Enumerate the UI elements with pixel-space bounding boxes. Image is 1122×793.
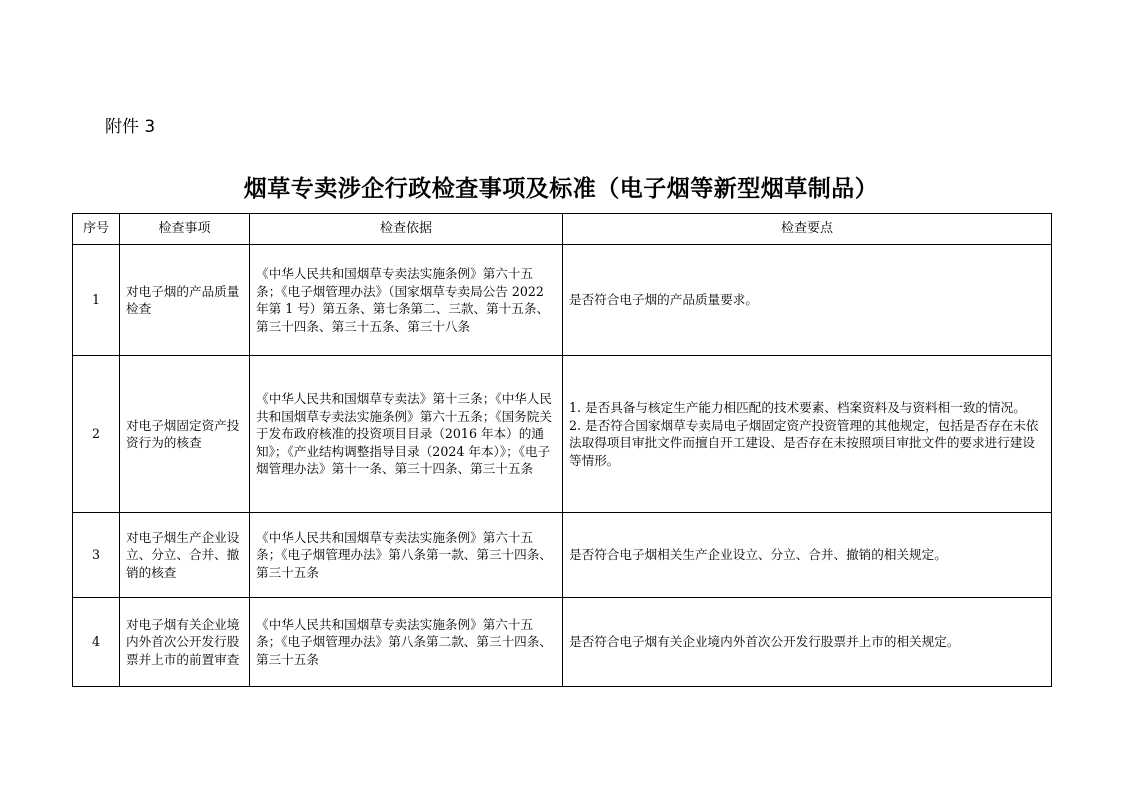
attachment-label: 附件 3 <box>105 117 156 137</box>
table-row <box>73 598 1052 687</box>
inspection-basis: 《中华人民共和国烟草专卖法实施条例》第六十五条；《电子烟管理办法》第八条第一款、第三十四条、第三十五条 <box>250 513 563 598</box>
inspection-point: 是否符合电子烟的产品质量要求。 <box>569 292 758 308</box>
document-title: 烟草专卖涉企行政检查事项及标准（电子烟等新型烟草制品） <box>243 176 879 202</box>
inspection-item: 对电子烟生产企业设立、分立、合并、撤销的核查 <box>120 513 250 598</box>
row-number: 1 <box>73 245 120 356</box>
row-number: 3 <box>73 513 120 598</box>
inspection-point: 2. 是否符合国家烟草专卖局电子烟固定资产投资管理的其他规定，包括是否存在未依法取得项目审批文件而擅自开工建设、是否存在未按照项目审批文件的要求进行建设等情形。 <box>569 417 1039 468</box>
inspection-item: 对电子烟有关企业境内外首次公开发行股票并上市的前置审查 <box>120 598 250 687</box>
inspection-item: 对电子烟的产品质量检查 <box>120 245 250 356</box>
table-row <box>73 356 1052 513</box>
inspection-points <box>563 356 1052 513</box>
table-header-row <box>73 214 1052 245</box>
inspection-point: 1. 是否具备与核定生产能力相匹配的技术要素、档案资料及与资料相一致的情况。 <box>569 400 1026 415</box>
header-basis: 检查依据 <box>250 214 563 245</box>
inspection-point: 是否符合电子烟相关生产企业设立、分立、合并、撤销的相关规定。 <box>569 547 947 563</box>
inspection-basis: 《中华人民共和国烟草专卖法实施条例》第六十五条；《电子烟管理办法》（国家烟草专卖局公告 2022 年第 1 号）第五条、第七条第二、三款、第十五条、第三十四条、第三十五条、第三十八条 <box>250 245 563 356</box>
inspection-points <box>563 513 1052 598</box>
table-row <box>73 513 1052 598</box>
header-item: 检查事项 <box>120 214 250 245</box>
inspection-points <box>563 245 1052 356</box>
header-no: 序号 <box>73 214 120 245</box>
table-row <box>73 245 1052 356</box>
inspection-points <box>563 598 1052 687</box>
inspection-item: 对电子烟固定资产投资行为的核查 <box>120 356 250 513</box>
row-number: 2 <box>73 356 120 513</box>
inspection-table <box>72 213 1052 687</box>
inspection-basis: 《中华人民共和国烟草专卖法实施条例》第六十五条；《电子烟管理办法》第八条第二款、第三十四条、第三十五条 <box>250 598 563 687</box>
header-points: 检查要点 <box>563 214 1052 245</box>
row-number: 4 <box>73 598 120 687</box>
inspection-basis: 《中华人民共和国烟草专卖法》第十三条；《中华人民共和国烟草专卖法实施条例》第六十五条；《国务院关于发布政府核准的投资项目目录（2016 年本）的通知》；《产业结构调整指导目录（2024 年本）》；《电子烟管理办法》第十一条、第三十四条、第三十五条 <box>250 356 563 513</box>
inspection-point: 是否符合电子烟有关企业境内外首次公开发行股票并上市的相关规定。 <box>569 634 960 650</box>
